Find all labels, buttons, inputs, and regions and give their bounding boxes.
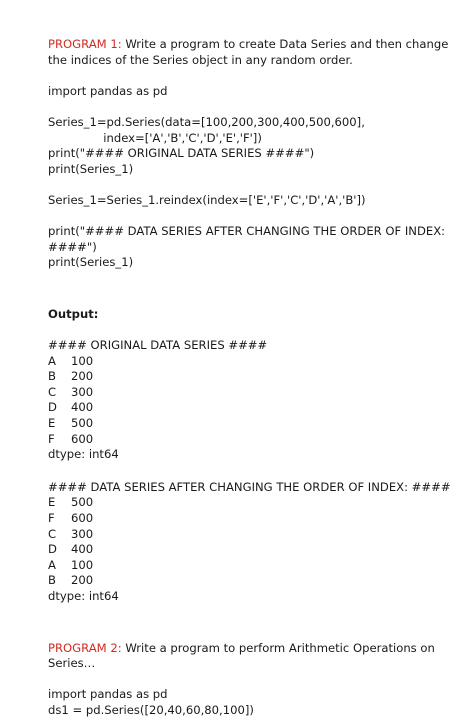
output-heading: Output:: [48, 306, 99, 321]
series-row: [48, 432, 460, 448]
program-1-title: Write a program to create Data Series and then change the indices of the Series object in any random order.: [48, 37, 449, 67]
changed-series-header: #### DATA SERIES AFTER CHANGING THE ORDER OF INDEX: ####: [48, 479, 451, 494]
series-value: 400: [71, 400, 94, 415]
series-index: A: [48, 557, 56, 572]
program-2-label: PROGRAM 2:: [48, 640, 122, 655]
series-index: E: [48, 495, 56, 510]
series-index: D: [48, 542, 57, 557]
changed-series-table: [48, 495, 460, 589]
code-line: import pandas as pd: [48, 687, 168, 702]
series-row: [48, 400, 460, 416]
series-row: [48, 527, 460, 543]
code-line: import pandas as pd: [48, 83, 168, 98]
code-line: ####"): [48, 239, 97, 254]
series-row: [48, 511, 460, 527]
series-value: 300: [71, 526, 94, 541]
series-value: 300: [71, 384, 94, 399]
series-value: 600: [71, 511, 94, 526]
series-row: [48, 354, 460, 370]
program-2-code: [48, 687, 460, 718]
program-2-title: Write a program to perform Arithmetic Operations on Series…: [48, 640, 435, 671]
series-value: 600: [71, 431, 94, 446]
series-value: 400: [71, 542, 94, 557]
original-series-table: [48, 354, 460, 448]
series-index: B: [48, 573, 56, 588]
series-value: 100: [71, 557, 94, 572]
code-line: print("#### DATA SERIES AFTER CHANGING THE ORDER OF INDEX:: [48, 224, 446, 239]
program-2-heading: [48, 641, 460, 672]
code-line: print("#### ORIGINAL DATA SERIES ####"): [48, 146, 315, 161]
code-line: [48, 209, 460, 225]
series-index: A: [48, 353, 56, 368]
document-page: [48, 37, 460, 719]
series-index: B: [48, 369, 56, 384]
series-row: [48, 416, 460, 432]
series-row: [48, 558, 460, 574]
code-line: [48, 99, 460, 115]
series-row: [48, 542, 460, 558]
series-index: F: [48, 431, 55, 446]
series-row: [48, 495, 460, 511]
series-index: E: [48, 416, 56, 431]
code-line: print(Series_1): [48, 161, 134, 176]
code-line: [48, 177, 460, 193]
code-line: print(Series_1): [48, 255, 134, 270]
series-index: C: [48, 526, 57, 541]
series-row: [48, 385, 460, 401]
program-1-code: [48, 84, 460, 271]
series-index: D: [48, 400, 57, 415]
program-1-label: PROGRAM 1:: [48, 37, 122, 51]
code-line: index=['A','B','C','D','E','F']): [48, 130, 262, 145]
series-value: 500: [71, 495, 94, 510]
series-value: 100: [71, 353, 94, 368]
series-row: [48, 369, 460, 385]
code-line: Series_1=Series_1.reindex(index=['E','F','C','D','A','B']): [48, 192, 366, 207]
code-line: ds1 = pd.Series([20,40,60,80,100]): [48, 702, 254, 717]
changed-dtype: dtype: int64: [48, 589, 119, 603]
series-value: 500: [71, 416, 94, 431]
series-value: 200: [71, 369, 94, 384]
original-dtype: dtype: int64: [48, 447, 119, 462]
code-line: Series_1=pd.Series(data=[100,200,300,400,500,600],: [48, 114, 365, 129]
original-series-header: #### ORIGINAL DATA SERIES ####: [48, 338, 268, 353]
series-index: C: [48, 384, 57, 399]
series-value: 200: [71, 573, 94, 588]
series-index: F: [48, 511, 55, 526]
program-1-heading: [48, 37, 460, 68]
series-row: [48, 573, 460, 589]
